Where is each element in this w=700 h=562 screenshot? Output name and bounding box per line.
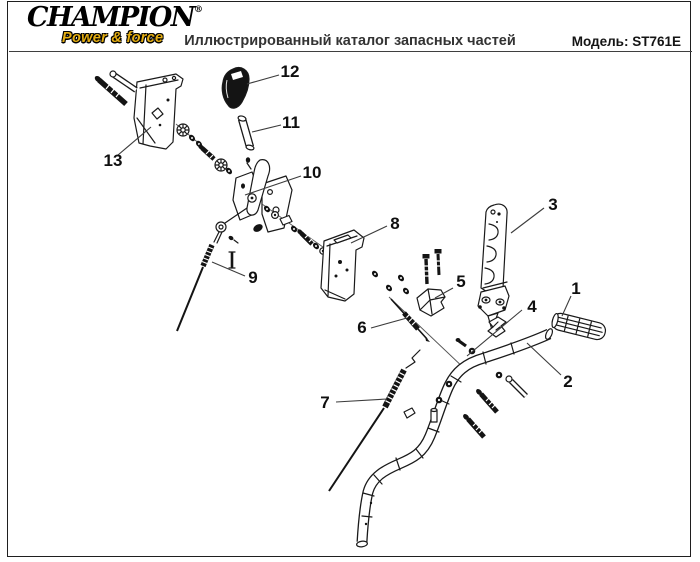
callout-label-10: 10 xyxy=(302,163,322,182)
registered-mark: ® xyxy=(193,5,203,15)
part-1-grip xyxy=(551,312,608,342)
callout-label-3: 3 xyxy=(548,195,558,214)
leader-line-2 xyxy=(527,343,561,375)
part-7-cable xyxy=(329,350,420,491)
leader-line-3 xyxy=(511,208,544,233)
callout-label-6: 6 xyxy=(357,318,367,337)
callout-label-4: 4 xyxy=(527,297,537,316)
part-3-shift-quadrant xyxy=(478,204,509,330)
brand-tagline: Power & force xyxy=(62,30,164,46)
callout-label-13: 13 xyxy=(103,151,123,170)
leader-line-6 xyxy=(371,318,407,328)
callout-label-5: 5 xyxy=(456,272,466,291)
callout-label-12: 12 xyxy=(280,62,300,81)
brand-text: CHAMPION xyxy=(27,2,194,33)
part-11-rod xyxy=(238,115,255,169)
fastener-chain-upper xyxy=(176,124,233,175)
leader-line-12 xyxy=(247,75,279,84)
leader-line-7 xyxy=(336,399,387,402)
page-title: Иллюстрированный каталог запасных частей xyxy=(184,33,516,49)
part-13-bracket xyxy=(134,74,183,149)
callout-label-1: 1 xyxy=(571,279,581,298)
part-5-bracket xyxy=(417,289,445,316)
callout-label-11: 11 xyxy=(282,113,300,132)
part-8-bracket xyxy=(321,230,410,301)
part-9-cable xyxy=(177,208,247,331)
leader-line-1 xyxy=(562,296,571,316)
part-2-handlebar xyxy=(356,328,554,548)
callout-label-9: 9 xyxy=(248,268,258,287)
callout-label-2: 2 xyxy=(563,372,573,391)
callout-label-7: 7 xyxy=(320,393,330,412)
model-label: Модель: ST761E xyxy=(571,34,681,49)
leader-line-9 xyxy=(212,262,245,276)
part-5-bolts xyxy=(423,249,442,284)
leader-line-11 xyxy=(252,125,281,132)
part-13-screws xyxy=(94,71,136,104)
part-12-knob xyxy=(222,68,249,109)
callout-label-8: 8 xyxy=(390,214,400,233)
